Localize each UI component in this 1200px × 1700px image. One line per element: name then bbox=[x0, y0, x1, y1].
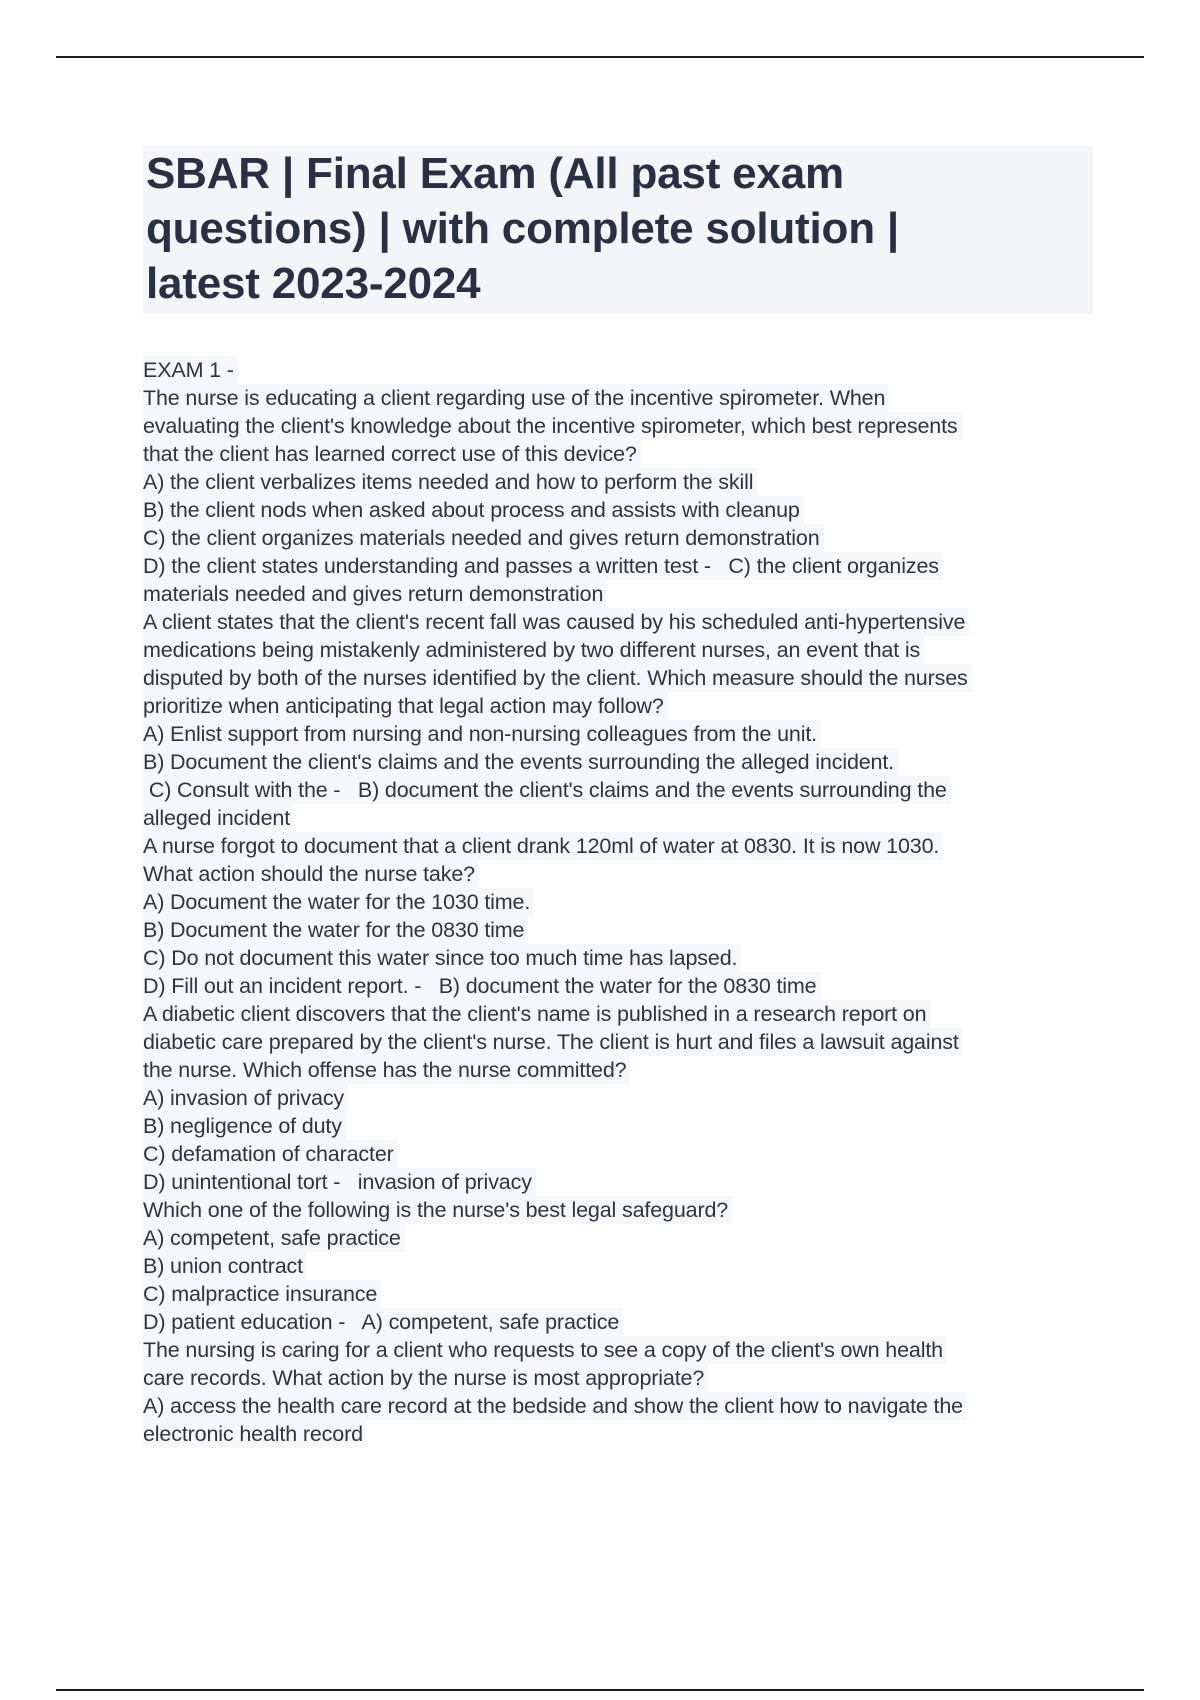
body-line: A) access the health care record at the bedside and show the client how to navigate the bbox=[143, 1392, 967, 1420]
title-block bbox=[143, 146, 1093, 314]
title-line: SBAR | Final Exam (All past exam bbox=[146, 149, 844, 198]
body-line: B) Document the client's claims and the events surrounding the alleged incident. bbox=[143, 748, 898, 776]
body-line: medications being mistakenly administered by two different nurses, an event that is bbox=[143, 636, 924, 664]
body-line: A) invasion of privacy bbox=[143, 1084, 348, 1112]
body-line: Which one of the following is the nurse's best legal safeguard? bbox=[143, 1196, 732, 1224]
body-line: C) Consult with the - B) document the client's claims and the events surrounding the bbox=[143, 776, 951, 804]
body-line: D) patient education - A) competent, safe practice bbox=[143, 1308, 623, 1336]
body-line: C) malpractice insurance bbox=[143, 1280, 381, 1308]
body-line: EXAM 1 - bbox=[143, 356, 238, 384]
body-line: C) the client organizes materials needed and gives return demonstration bbox=[143, 524, 824, 552]
document-title bbox=[146, 146, 1087, 311]
body-line: A nurse forgot to document that a client drank 120ml of water at 0830. It is now 1030. bbox=[143, 832, 943, 860]
body-line: A) the client verbalizes items needed and how to perform the skill bbox=[143, 468, 757, 496]
body-line: care records. What action by the nurse is most appropriate? bbox=[143, 1364, 708, 1392]
body-line: B) union contract bbox=[143, 1252, 307, 1280]
title-line: latest 2023-2024 bbox=[146, 259, 481, 308]
body-line: D) Fill out an incident report. - B) document the water for the 0830 time bbox=[143, 972, 821, 1000]
body-line: alleged incident bbox=[143, 804, 294, 832]
body-line: A) Enlist support from nursing and non-nursing colleagues from the unit. bbox=[143, 720, 821, 748]
body-line: C) defamation of character bbox=[143, 1140, 398, 1168]
body-line: A) competent, safe practice bbox=[143, 1224, 405, 1252]
top-rule bbox=[56, 56, 1144, 58]
body-line: materials needed and gives return demonstration bbox=[143, 580, 607, 608]
body-line: prioritize when anticipating that legal action may follow? bbox=[143, 692, 668, 720]
body-line: B) Document the water for the 0830 time bbox=[143, 916, 528, 944]
body-line: The nurse is educating a client regarding use of the incentive spirometer. When bbox=[143, 384, 889, 412]
body-line: The nursing is caring for a client who requests to see a copy of the client's own health bbox=[143, 1336, 947, 1364]
body-line: What action should the nurse take? bbox=[143, 860, 479, 888]
body-line: disputed by both of the nurses identified by the client. Which measure should the nurses bbox=[143, 664, 972, 692]
bottom-rule bbox=[56, 1689, 1144, 1691]
body-line: B) negligence of duty bbox=[143, 1112, 346, 1140]
body-line: A) Document the water for the 1030 time. bbox=[143, 888, 534, 916]
body-line: D) unintentional tort - invasion of privacy bbox=[143, 1168, 536, 1196]
body-line: A client states that the client's recent fall was caused by his scheduled anti-hypertensive bbox=[143, 608, 969, 636]
body-line: the nurse. Which offense has the nurse committed? bbox=[143, 1056, 630, 1084]
body-line: D) the client states understanding and passes a written test - C) the client organizes bbox=[143, 552, 943, 580]
body-line: evaluating the client's knowledge about the incentive spirometer, which best represents bbox=[143, 412, 962, 440]
body-line: B) the client nods when asked about process and assists with cleanup bbox=[143, 496, 804, 524]
body-line: diabetic care prepared by the client's nurse. The client is hurt and files a lawsuit against bbox=[143, 1028, 963, 1056]
document-body bbox=[143, 356, 1093, 1448]
body-line: that the client has learned correct use of this device? bbox=[143, 440, 641, 468]
body-line: electronic health record bbox=[143, 1420, 367, 1448]
body-line: A diabetic client discovers that the client's name is published in a research report on bbox=[143, 1000, 930, 1028]
title-line: questions) | with complete solution | bbox=[146, 204, 900, 253]
body-line: C) Do not document this water since too much time has lapsed. bbox=[143, 944, 741, 972]
